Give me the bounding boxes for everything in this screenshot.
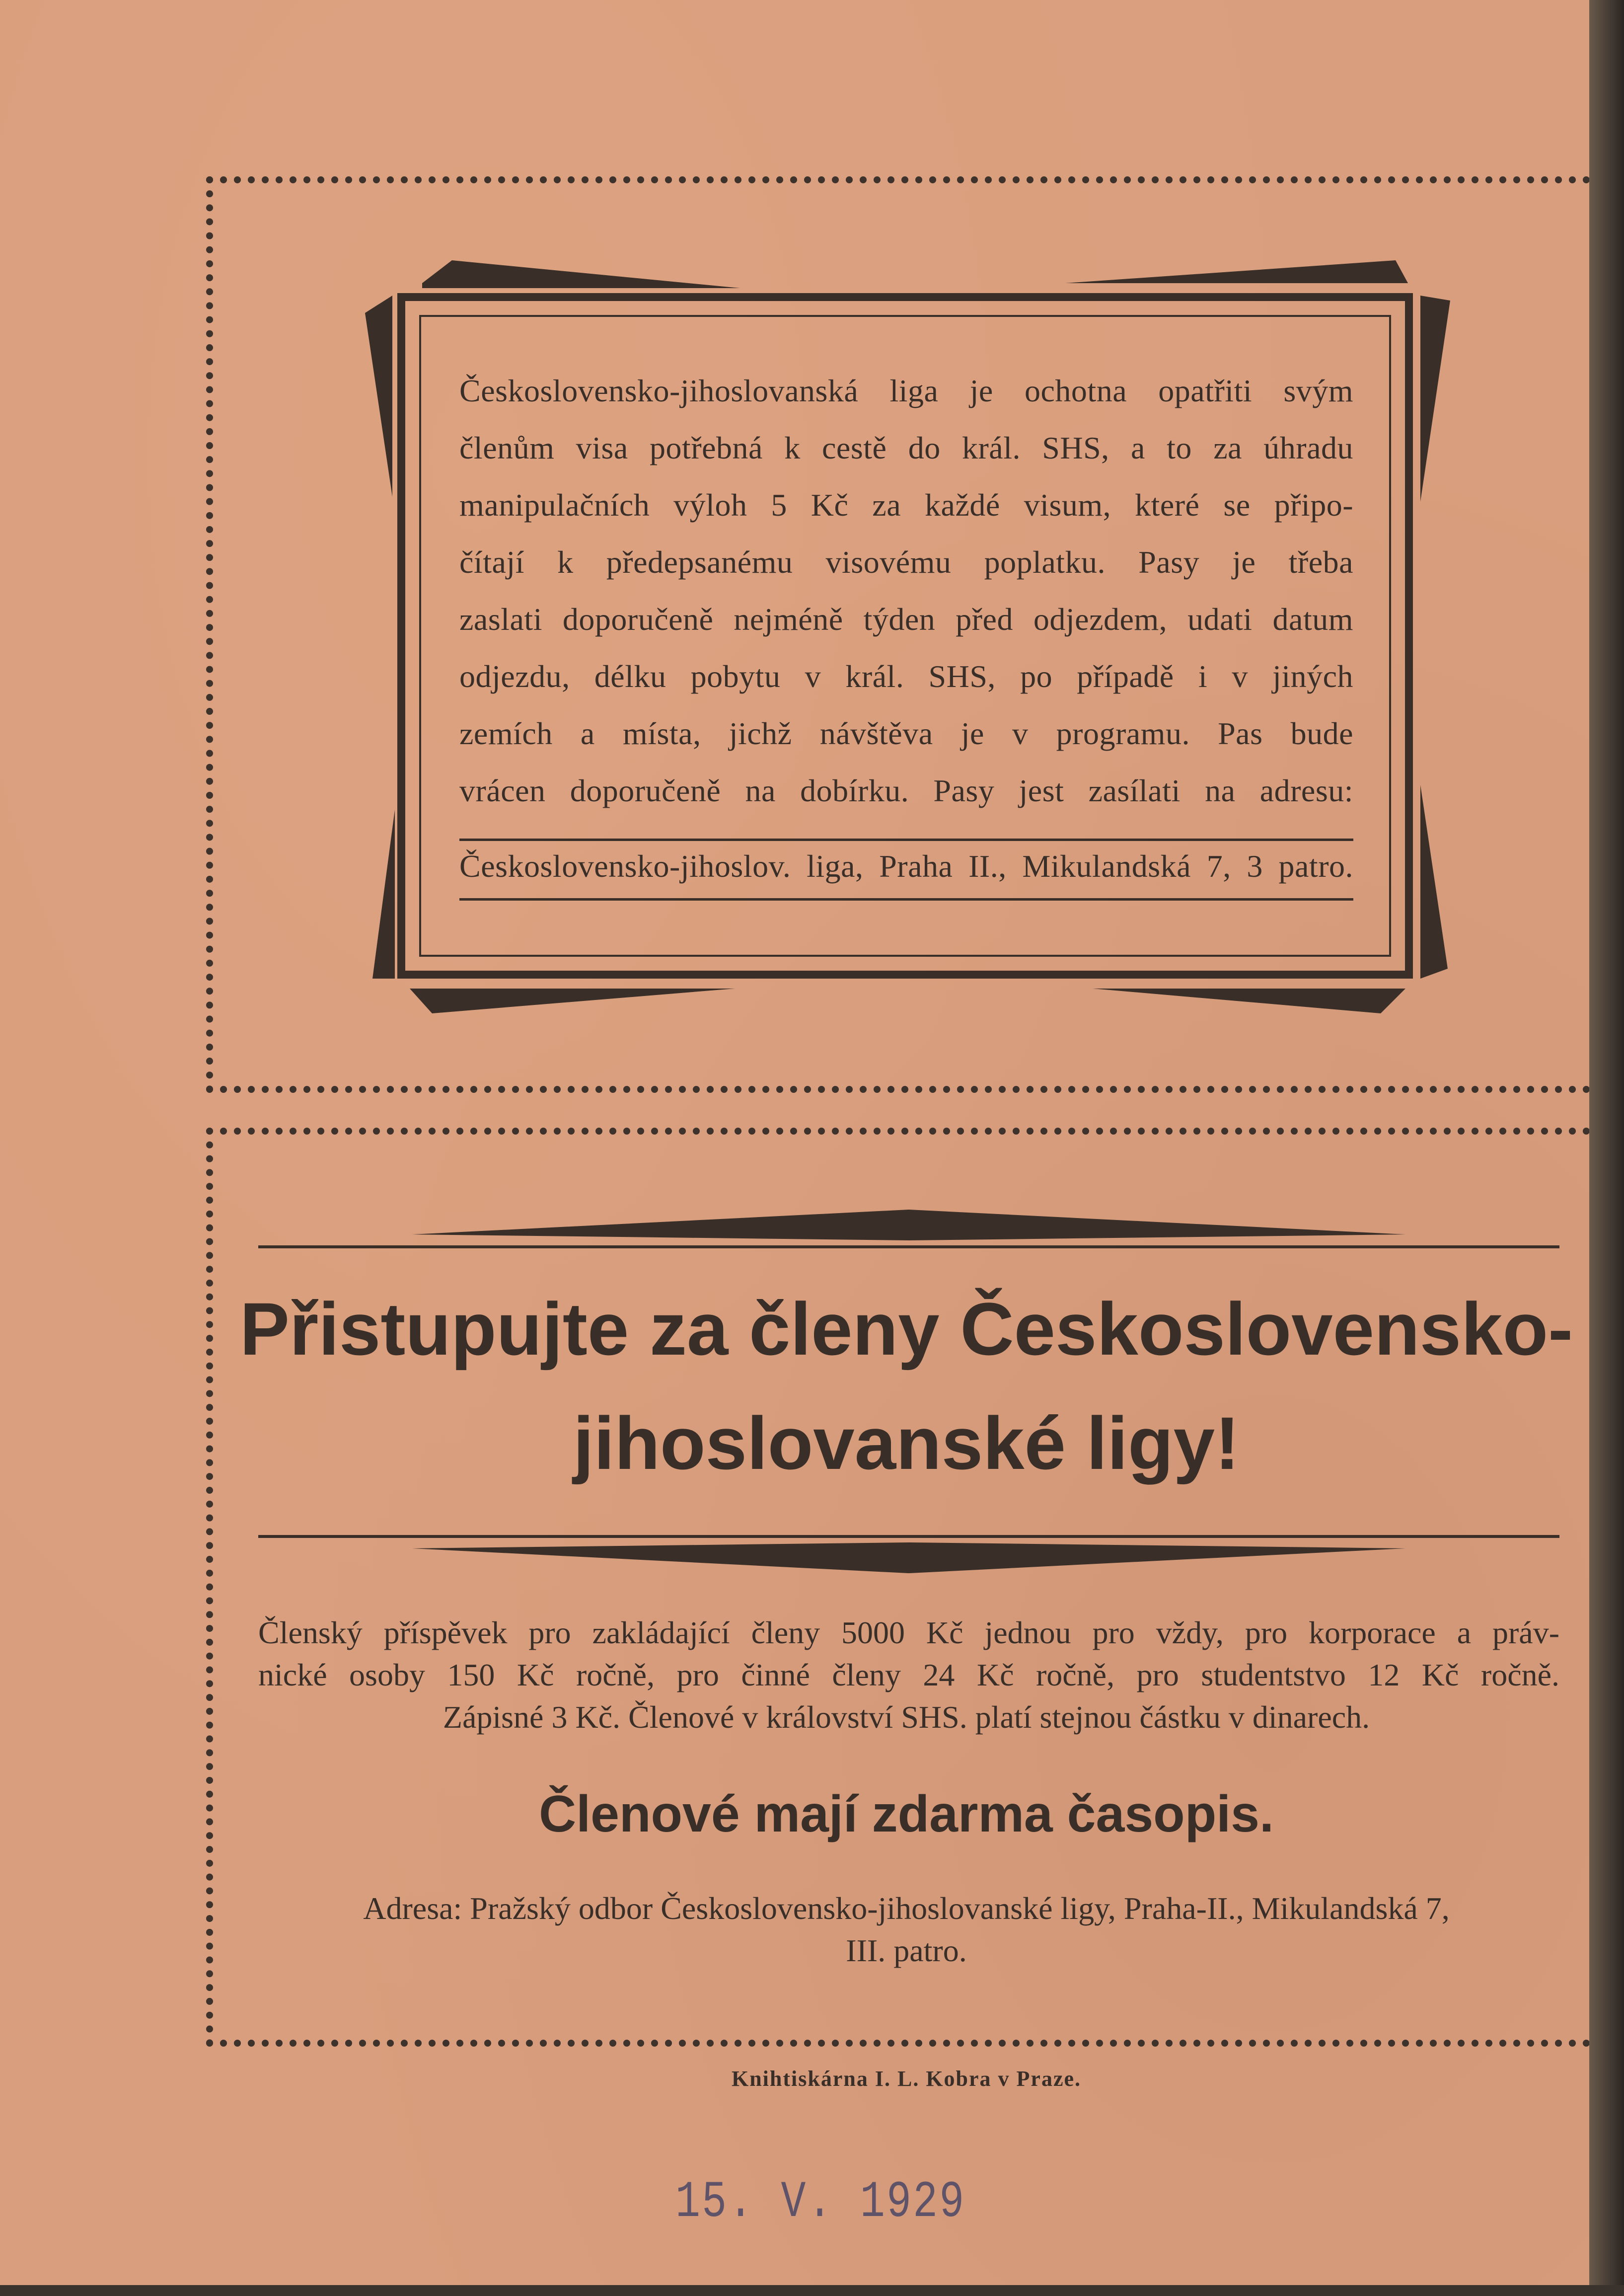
notice-line: manipulačních výloh 5 Kč za každé visum, které se připo-: [459, 487, 1353, 523]
notice-address: Československo-jihoslov. liga, Praha II., Mikulandská 7, 3 patro.: [459, 848, 1353, 884]
headline-ornament-bottom: [412, 1542, 1405, 1577]
membership-headline-continued: jihoslovanské ligy!: [573, 1401, 1240, 1485]
scan-background-bottom: [0, 2285, 1624, 2296]
notice-line: členům visa potřebná k cestě do král. SHS, a to za úhradu: [459, 430, 1353, 465]
membership-fees-line: Zápisné 3 Kč. Členové v království SHS. platí stejnou částku v dinarech.: [443, 1699, 1370, 1735]
headline-rule-bottom: [258, 1535, 1559, 1538]
date-stamp: 15. V. 1929: [675, 2173, 966, 2232]
notice-line: čítají k předepsanému visovému poplatku. Pasy je třeba: [459, 544, 1353, 580]
printer-imprint: Knihtiskárna I. L. Kobra v Praze.: [731, 2066, 1082, 2091]
scan-background-right: [1589, 0, 1624, 2296]
notice-line: zaslati doporučeně nejméně týden před odjezdem, udati datum: [459, 602, 1353, 637]
branch-address: Adresa: Pražský odbor Československo-jihoslovanské ligy, Praha-II., Mikulandská 7,: [363, 1891, 1450, 1926]
notice-line: Československo-jihoslovanská liga je ochotna opatřiti svým: [459, 373, 1353, 408]
membership-fees-line: Členský příspěvek pro zakládající členy 5000 Kč jednou pro vždy, pro korporace a práv-: [258, 1615, 1559, 1650]
notice-line: vrácen doporučeně na dobírku. Pasy jest zasílati na adresu:: [459, 773, 1353, 808]
headline-ornament-top: [412, 1210, 1405, 1244]
membership-headline: Přistupujte za členy Československo-: [239, 1287, 1573, 1371]
membership-fees-line: nické osoby 150 Kč ročně, pro činné členy 24 Kč ročně, pro studentstvo 12 Kč ročně.: [258, 1657, 1559, 1692]
headline-rule-top: [258, 1245, 1559, 1248]
notice-line: zemích a místa, jichž návštěva je v programu. Pas bude: [459, 716, 1353, 751]
branch-address-continued: III. patro.: [846, 1933, 967, 1968]
address-rule-bottom: [459, 898, 1353, 901]
address-rule-top: [459, 839, 1353, 841]
free-magazine-note: Členové mají zdarma časopis.: [539, 1785, 1274, 1843]
notice-line: odjezdu, délku pobytu v král. SHS, po případě i v jiných: [459, 659, 1353, 694]
